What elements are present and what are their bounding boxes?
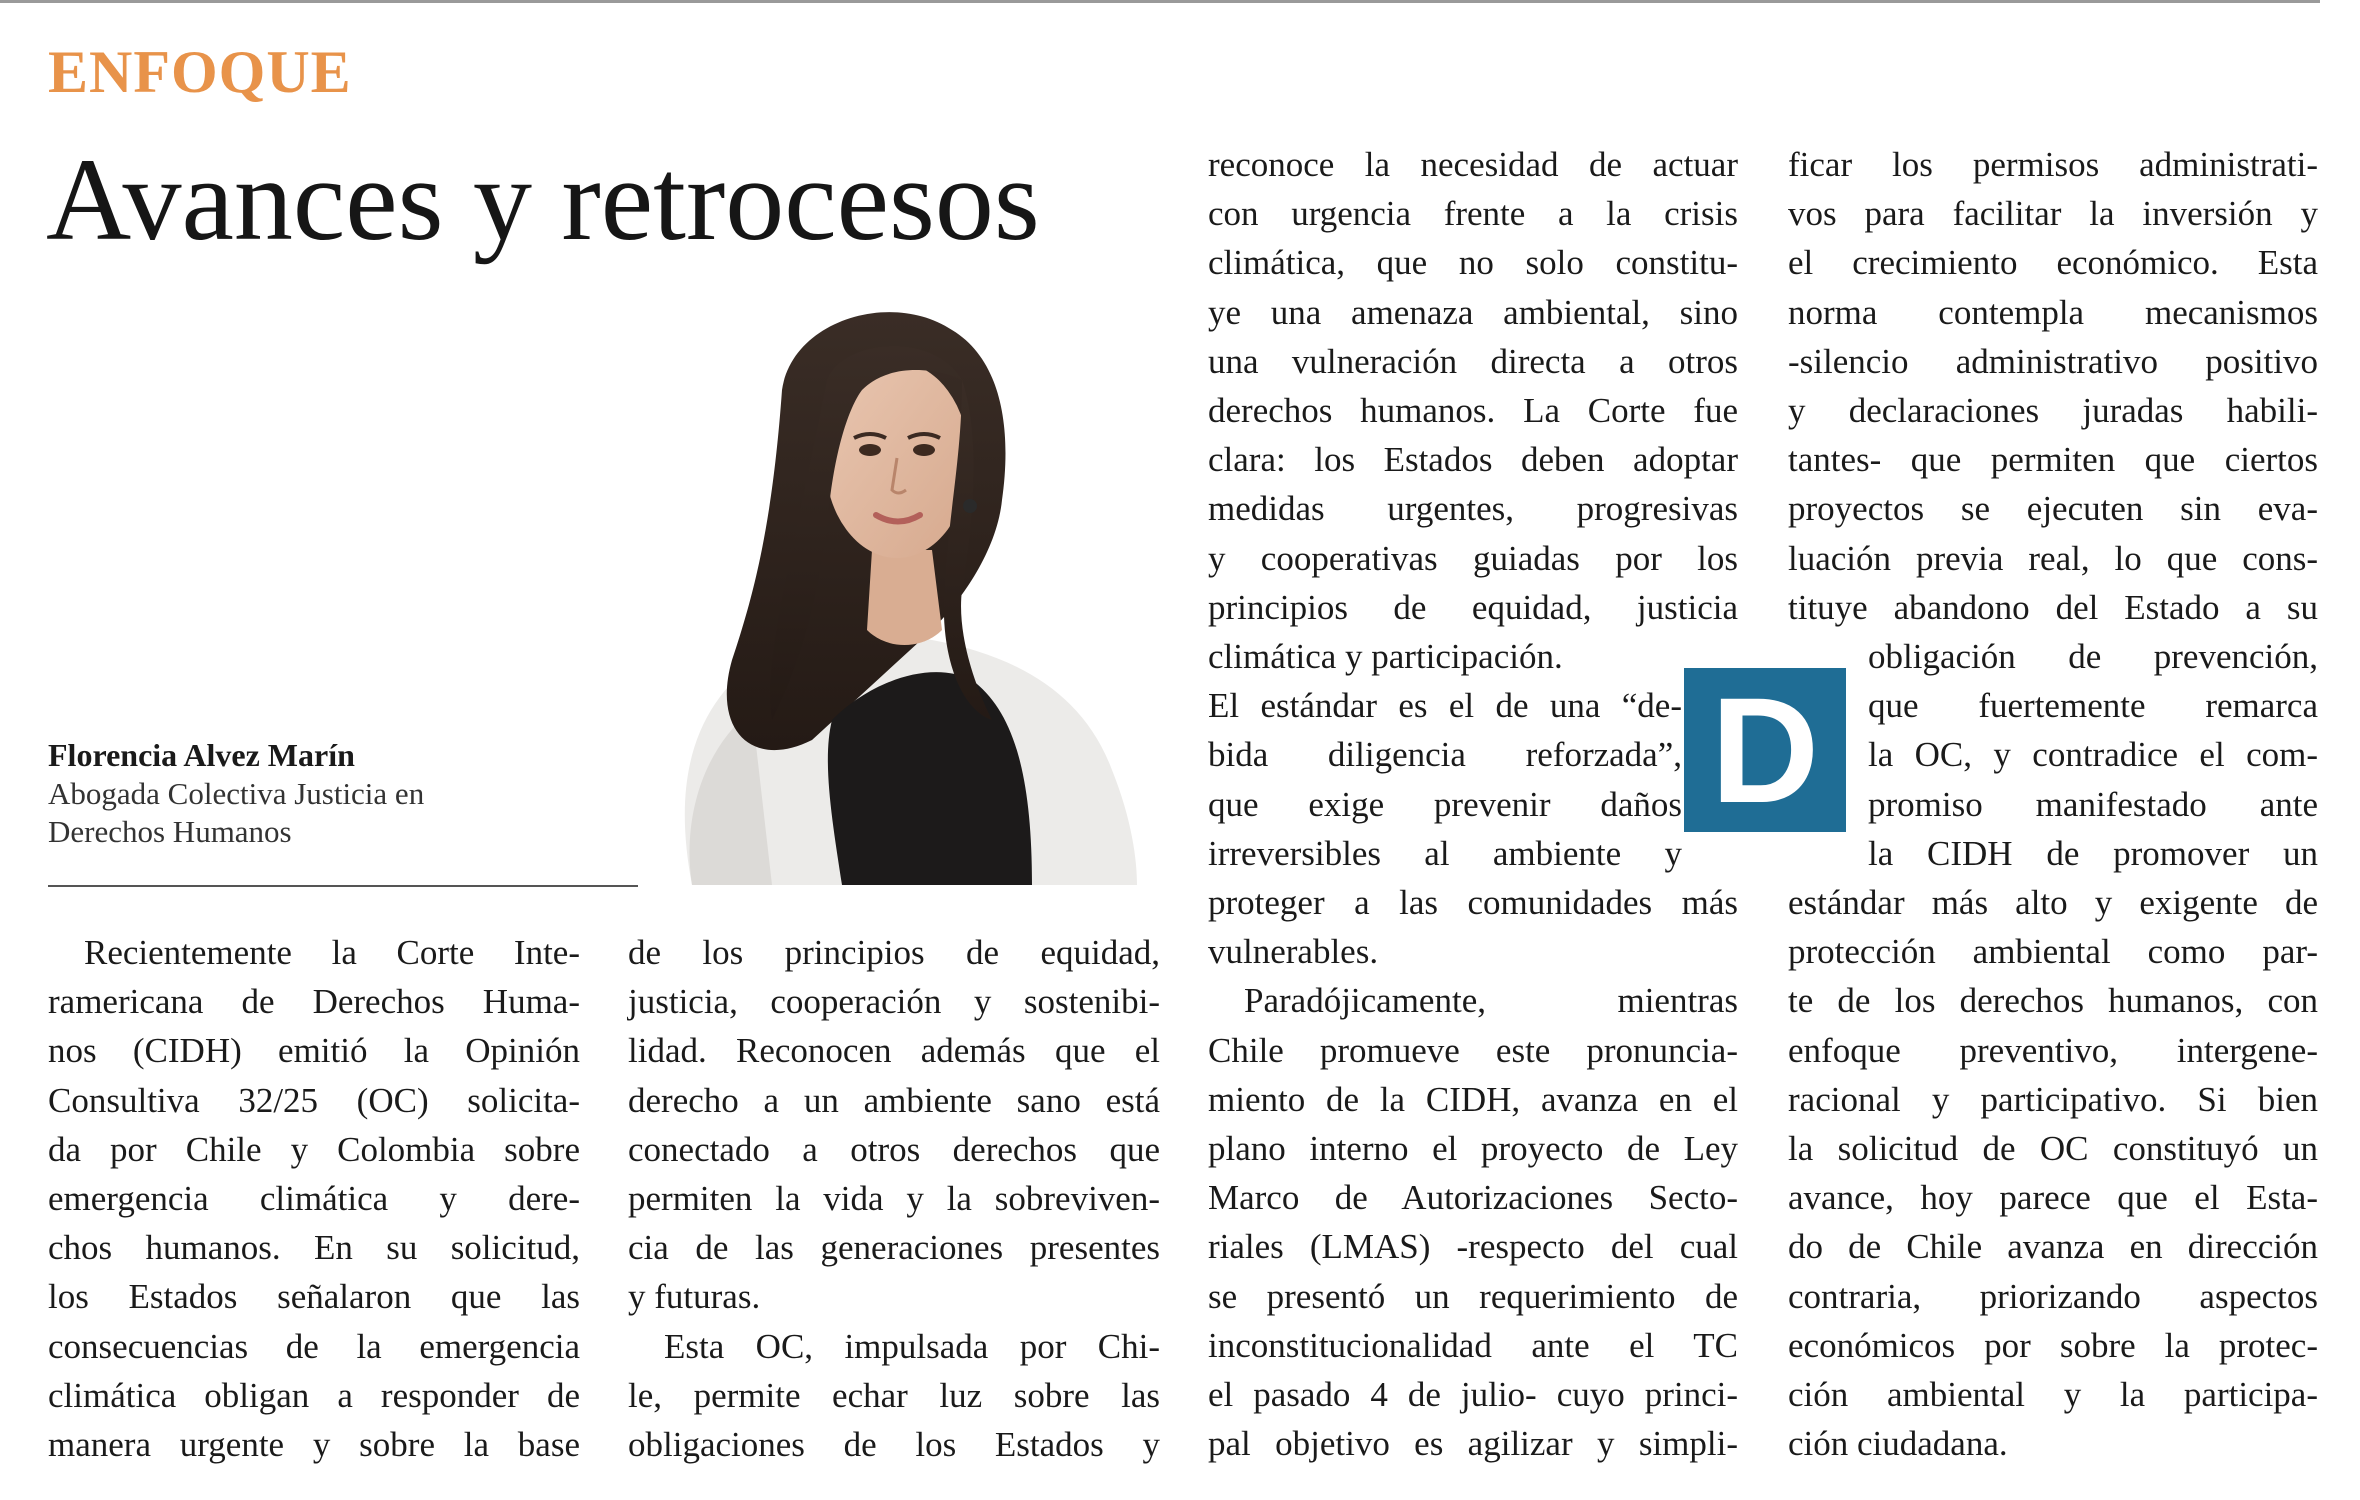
text-line: Chile promueve este pronuncia- [1208, 1030, 1738, 1070]
text-line: los Estados señalaron que las [48, 1277, 580, 1317]
text-line: -silencio administrativo positivo [1788, 341, 2318, 381]
text-line: consecuencias de la emergencia [48, 1326, 580, 1366]
text-line: ción ambiental y la participa- [1788, 1375, 2318, 1415]
text-line: cia de las generaciones presentes [628, 1228, 1160, 1268]
text-line: proteger a las comunidades más [1208, 883, 1738, 923]
text-line: Recientemente la Corte Inte- [84, 933, 580, 972]
text-line: plano interno el proyecto de Ley [1208, 1129, 1738, 1169]
text-line: riales (LMAS) -respecto del cual [1208, 1227, 1738, 1267]
text-line: do de Chile avanza en dirección [1788, 1227, 2318, 1267]
text-line: permiten la vida y la sobreviven- [628, 1179, 1160, 1219]
text-line: reconoce la necesidad de actuar [1208, 145, 1738, 184]
text-line: medidas urgentes, progresivas [1208, 489, 1738, 529]
text-line: estándar más alto y exigente de [1788, 883, 2318, 923]
text-line: nos (CIDH) emitió la Opinión [48, 1031, 580, 1071]
text-line: vulnerables. [1208, 932, 1379, 972]
text-line: miento de la CIDH, avanza en el [1208, 1079, 1738, 1119]
text-line: enfoque preventivo, intergene- [1788, 1030, 2318, 1070]
text-line: racional y participativo. Si bien [1788, 1079, 2318, 1119]
author-name: Florencia Alvez Marín [48, 737, 355, 773]
text-line: norma contempla mecanismos [1788, 292, 2318, 332]
text-line: El estándar es el de una “de- [1208, 686, 1682, 726]
text-line: ción ciudadana. [1788, 1424, 2008, 1464]
text-line: climática obligan a responder de [48, 1375, 580, 1415]
column-2 [628, 928, 1160, 1469]
text-line: se presentó un requerimiento de [1208, 1276, 1738, 1316]
text-line: promiso manifestado ante [1868, 784, 2318, 824]
text-line: contraria, priorizando aspectos [1788, 1276, 2318, 1316]
text-line: una vulneración directa a otros [1208, 341, 1738, 381]
text-line: le, permite echar luz sobre las [628, 1375, 1160, 1415]
text-line: vos para facilitar la inversión y [1788, 194, 2318, 234]
text-line: que fuertemente remarca [1868, 686, 2318, 726]
top-rule [0, 0, 2320, 3]
text-line: te de los derechos humanos, con [1788, 981, 2318, 1021]
text-line: protección ambiental como par- [1788, 932, 2318, 972]
column-1 [48, 928, 580, 1469]
text-line: Paradójicamente, mientras [1244, 981, 1738, 1021]
text-line: conectado a otros derechos que [628, 1129, 1160, 1169]
text-line: climática y participación. [1208, 637, 1563, 677]
text-line: tituye abandono del Estado a su [1788, 587, 2318, 627]
text-line: que exige prevenir daños [1208, 784, 1682, 824]
text-line: lidad. Reconocen además que el [628, 1031, 1160, 1071]
text-line: obligaciones de los Estados y [628, 1425, 1160, 1465]
text-line: ramericana de Derechos Huma- [48, 982, 580, 1022]
author-role: Abogada Colectiva Justicia en Derechos Humanos [48, 776, 425, 849]
text-line: avance, hoy parece que el Esta- [1788, 1178, 2318, 1218]
text-line: manera urgente y sobre la base [48, 1425, 580, 1465]
text-line: bida diligencia reforzada”, [1208, 735, 1682, 775]
text-line: la solicitud de OC constituyó un [1788, 1129, 2318, 1169]
byline [48, 735, 488, 851]
text-line: tantes- que permiten que ciertos [1788, 440, 2318, 480]
text-line: y declaraciones juradas habili- [1788, 391, 2318, 431]
drop-cap: D [1684, 668, 1846, 832]
portrait-photo [632, 300, 1160, 885]
text-line: y futuras. [628, 1277, 761, 1317]
text-line: principios de equidad, justicia [1208, 587, 1738, 627]
text-line: clara: los Estados deben adoptar [1208, 440, 1738, 480]
text-line: con urgencia frente a la crisis [1208, 194, 1738, 234]
text-line: la OC, y contradice el com- [1868, 735, 2318, 775]
text-line: da por Chile y Colombia sobre [48, 1129, 580, 1169]
text-line: emergencia climática y dere- [48, 1179, 580, 1219]
text-line: el pasado 4 de julio- cuyo princi- [1208, 1375, 1738, 1415]
text-line: el crecimiento económico. Esta [1788, 243, 2318, 283]
text-line: Marco de Autorizaciones Secto- [1208, 1178, 1738, 1218]
column-3 [1208, 140, 1738, 1468]
text-line: la CIDH de promover un [1868, 833, 2318, 873]
text-line: pal objetivo es agilizar y simpli- [1208, 1424, 1738, 1464]
text-line: obligación de prevención, [1868, 637, 2318, 677]
text-line: luación previa real, lo que cons- [1788, 538, 2318, 578]
column-4 [1788, 140, 2318, 1468]
text-line: derechos humanos. La Corte fue [1208, 391, 1738, 431]
text-line: Consultiva 32/25 (OC) solicita- [48, 1080, 580, 1120]
section-label: ENFOQUE [48, 39, 352, 105]
text-line: Esta OC, impulsada por Chi- [664, 1326, 1160, 1366]
text-line: inconstitucionalidad ante el TC [1208, 1325, 1738, 1365]
text-line: económicos por sobre la protec- [1788, 1325, 2318, 1365]
text-line: y cooperativas guiadas por los [1208, 538, 1738, 578]
text-line: justicia, cooperación y sostenibi- [628, 982, 1160, 1022]
text-line: irreversibles al ambiente y [1208, 833, 1682, 873]
text-line: de los principios de equidad, [628, 933, 1160, 972]
text-line: chos humanos. En su solicitud, [48, 1228, 580, 1268]
byline-separator [48, 885, 638, 887]
headline: Avances y retrocesos [46, 134, 1040, 265]
text-line: ficar los permisos administrati- [1788, 145, 2318, 184]
text-line: proyectos se ejecuten sin eva- [1788, 489, 2318, 529]
text-line: climática, que no solo constitu- [1208, 243, 1738, 283]
text-line: derecho a un ambiente sano está [628, 1080, 1160, 1120]
text-line: ye una amenaza ambiental, sino [1208, 292, 1738, 332]
